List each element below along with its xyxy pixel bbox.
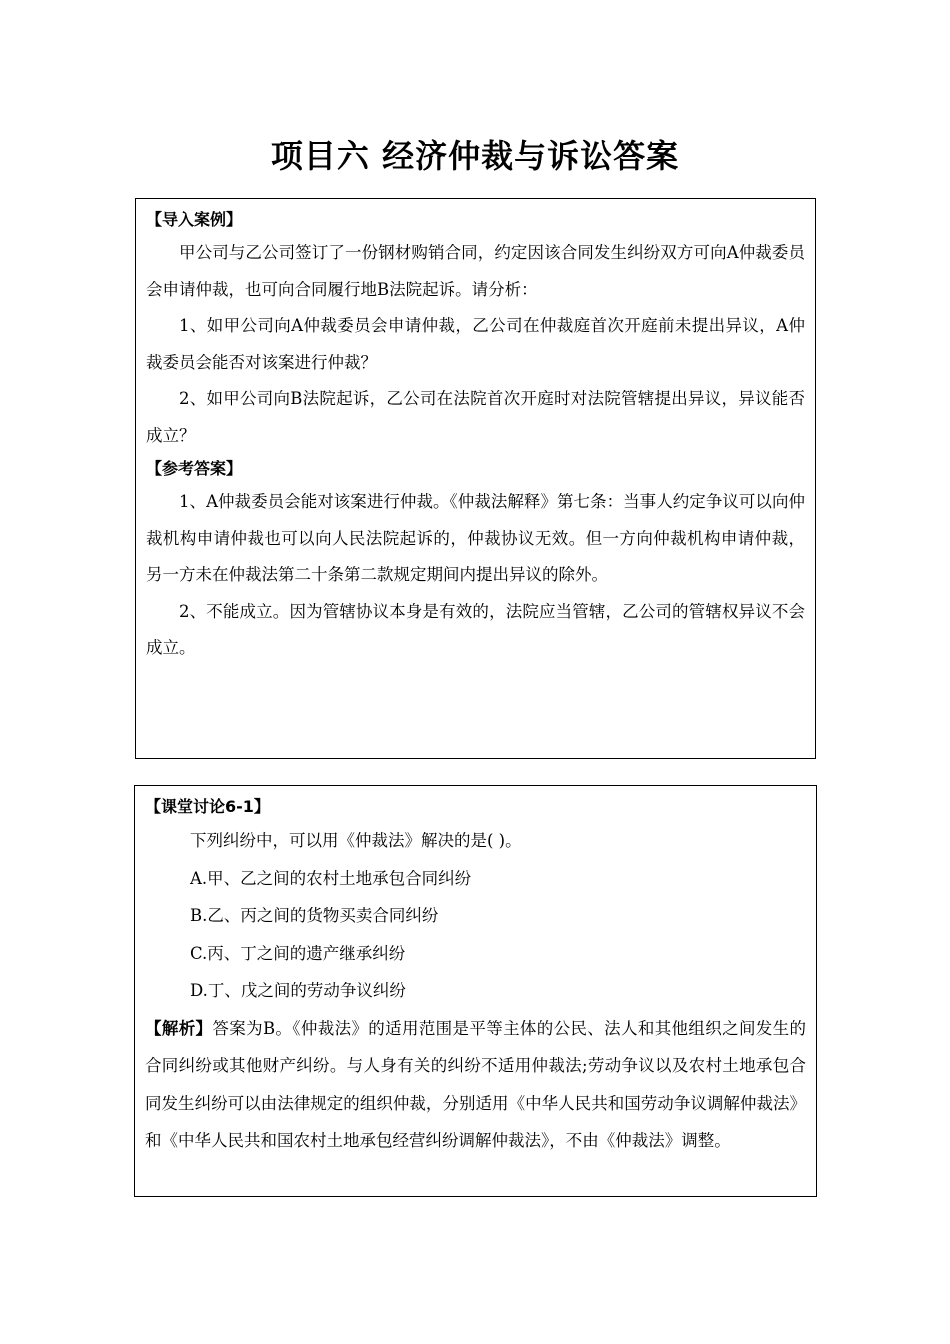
analysis-text: 答案为B。《仲裁法》的适用范围是平等主体的公民、法人和其他组织之间发生的合同纠纷或其他财产纠纷。与人身有关的纠纷不适用仲裁法;劳动争议以及农村土地承包合同发生纠纷可以由法律规定的组织仲裁，分别适用《中华人民共和国劳动争议调解仲裁法》和《中华人民共和国农村土地承包经营纠纷调解仲裁法》，不由《仲裁法》调整。: [145, 1018, 806, 1150]
discussion-question: 下列纠纷中，可以用《仲裁法》解决的是( )。: [190, 831, 522, 850]
analysis-paragraph: [145, 1010, 806, 1160]
page-title: 项目六 经济仲裁与诉讼答案: [270, 137, 680, 176]
intro-question-1: 1、如甲公司向A仲裁委员会申请仲裁，乙公司在仲裁庭首次开庭前未提出异议，A仲裁委员会能否对该案进行仲裁？: [146, 316, 805, 372]
reference-answer-1: 1、A仲裁委员会能对该案进行仲裁。《仲裁法解释》第七条：当事人约定争议可以向仲裁机构申请仲裁也可以向人民法院起诉的，仲裁协议无效。但一方向仲裁机构申请仲裁，另一方未在仲裁法第二十条第二款规定期间内提出异议的除外。: [146, 492, 805, 584]
reference-answer-2: 2、不能成立。因为管辖协议本身是有效的，法院应当管辖，乙公司的管辖权异议不会成立。: [146, 601, 805, 657]
reference-answer-heading: 【参考答案】: [146, 459, 243, 478]
option-c: C.丙、丁之间的遗产继承纠纷: [190, 943, 406, 963]
option-b: B.乙、丙之间的货物买卖合同纠纷: [190, 906, 439, 925]
option-a: A.甲、乙之间的农村土地承包合同纠纷: [190, 868, 472, 888]
option-d: D.丁、戊之间的劳动争议纠纷: [190, 981, 406, 1000]
analysis-label: 【解析】: [145, 1018, 213, 1038]
intro-case-box: [135, 198, 816, 759]
intro-question-2: 2、如甲公司向B法院起诉，乙公司在法院首次开庭时对法院管辖提出异议，异议能否成立？: [146, 389, 805, 445]
intro-case-paragraph: 甲公司与乙公司签订了一份钢材购销合同，约定因该合同发生纠纷双方可向A仲裁委员会申请仲裁，也可向合同履行地B法院起诉。请分析：: [146, 243, 805, 299]
intro-case-heading: 【导入案例】: [146, 210, 243, 229]
discussion-heading: 【课堂讨论6-1】: [145, 797, 270, 816]
discussion-box: [134, 785, 817, 1197]
